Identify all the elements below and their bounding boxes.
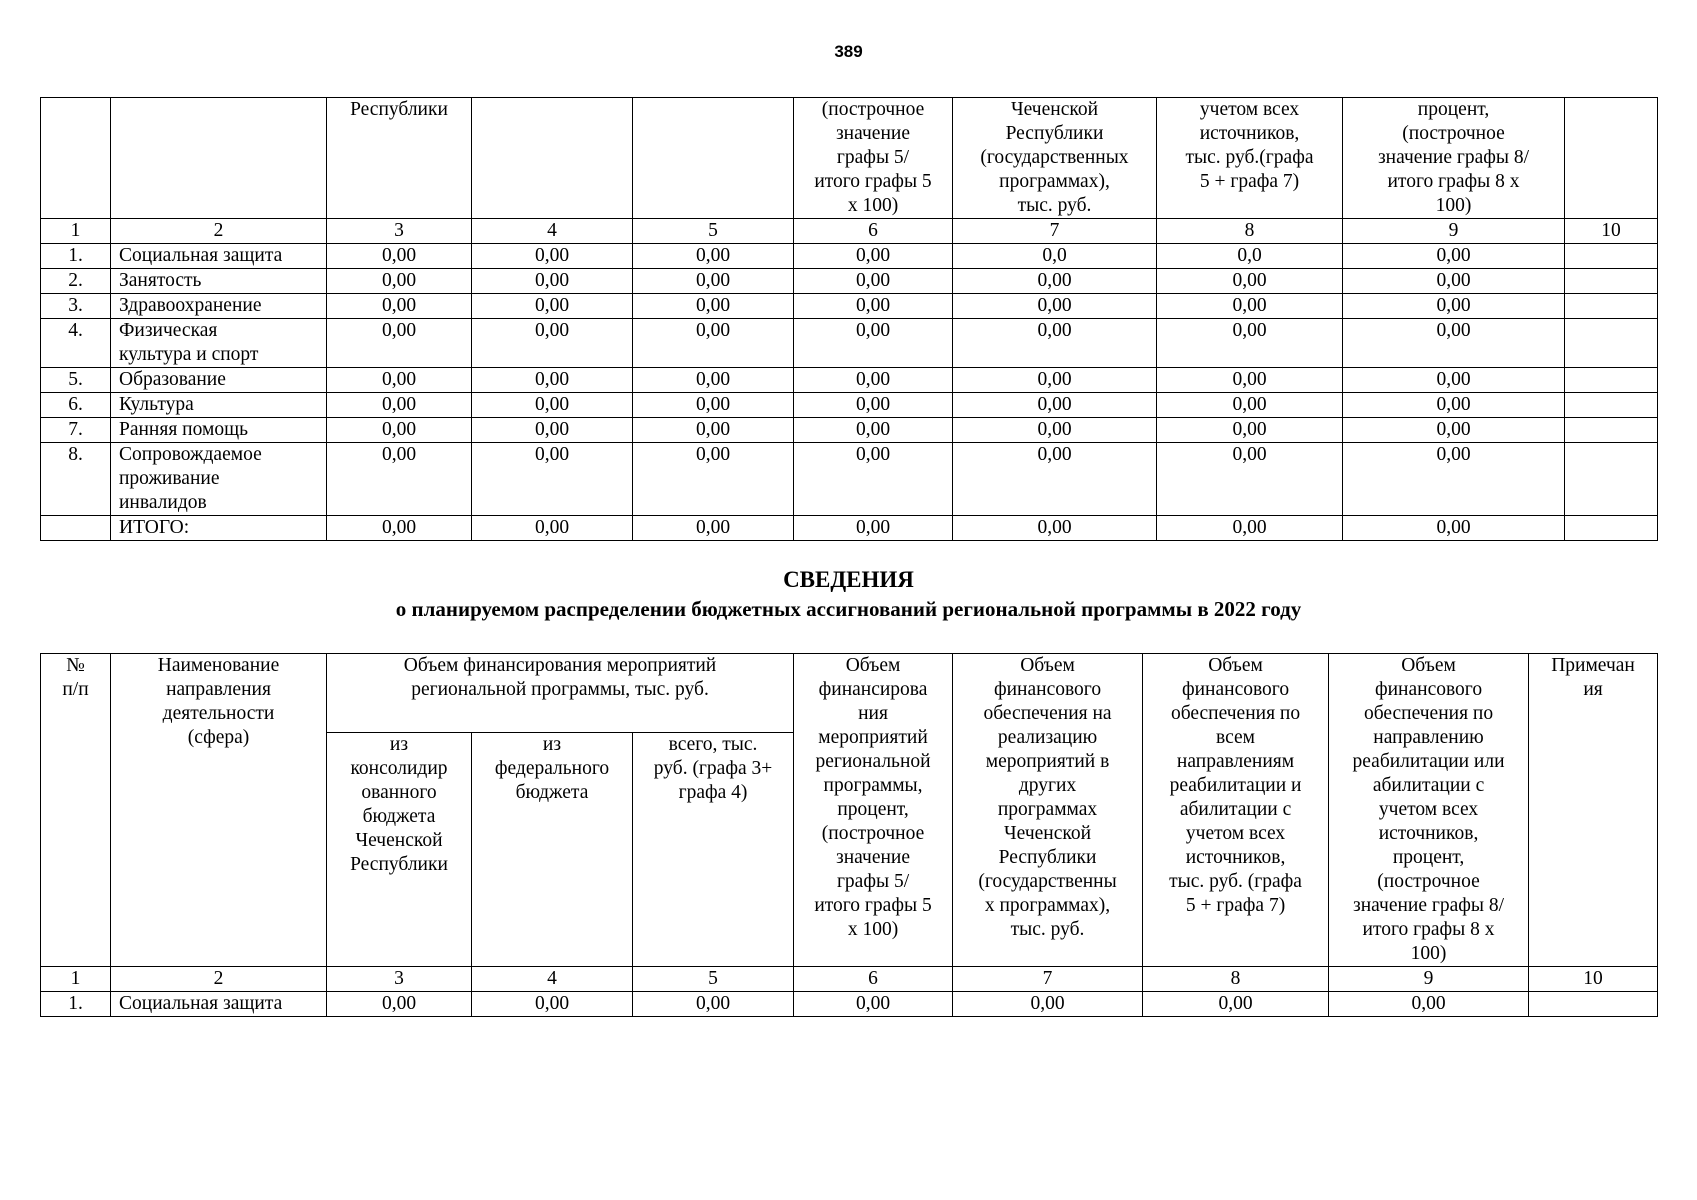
value-cell: 0,00 bbox=[1343, 368, 1565, 393]
value-cell: 0,00 bbox=[472, 393, 633, 418]
t2-header-c9 bbox=[1329, 654, 1529, 967]
column-number: 1 bbox=[41, 967, 111, 992]
cell-line: источников, bbox=[1199, 123, 1300, 144]
column-number: 9 bbox=[1343, 219, 1565, 244]
value-cell: 0,00 bbox=[794, 393, 953, 418]
cell-line: обеспечения на bbox=[983, 703, 1112, 724]
cell-line: итого графы 8 х bbox=[1387, 171, 1520, 192]
cell-line: реабилитации или bbox=[1352, 751, 1505, 772]
t2-header-number bbox=[41, 654, 111, 967]
cell-line: тыс. руб. bbox=[1017, 195, 1092, 216]
cell-line: Здравоохранение bbox=[119, 295, 262, 316]
section-subtitle: о планируемом распределении бюджетных ассигнований региональной программы в 2022 году bbox=[395, 597, 1302, 621]
value-cell: 0,00 bbox=[1157, 516, 1343, 541]
table-row bbox=[41, 368, 1658, 393]
cell-line: (сфера) bbox=[187, 727, 250, 748]
cell-line: Чеченской bbox=[355, 830, 443, 852]
table-row bbox=[41, 294, 1658, 319]
cell-line: Образование bbox=[119, 369, 226, 390]
value-cell: 0,00 bbox=[1157, 368, 1343, 393]
column-number: 8 bbox=[1143, 967, 1329, 992]
value-cell: 0,00 bbox=[794, 319, 953, 368]
cell-line: х 100) bbox=[847, 919, 899, 940]
value-cell: 0,00 bbox=[953, 393, 1157, 418]
value-cell: 0,00 bbox=[327, 516, 472, 541]
column-number: 4 bbox=[472, 219, 633, 244]
table-row bbox=[41, 992, 1658, 1017]
cell-line: абилитации с bbox=[1179, 799, 1292, 820]
t2-header-c7 bbox=[953, 654, 1143, 967]
table-row bbox=[41, 393, 1658, 418]
cell-line: процент, bbox=[1392, 847, 1465, 868]
cell-line: 5 + графа 7) bbox=[1199, 171, 1300, 192]
cell-line: Занятость bbox=[119, 270, 202, 291]
cell-line: 100) bbox=[1410, 943, 1447, 964]
note-cell bbox=[1565, 244, 1658, 269]
t1-header-c1 bbox=[41, 98, 111, 219]
row-name bbox=[111, 393, 327, 418]
t1-header-c3 bbox=[327, 98, 472, 219]
value-cell: 0,00 bbox=[1143, 992, 1329, 1017]
cell-line: региональной bbox=[815, 751, 931, 772]
column-number: 3 bbox=[327, 219, 472, 244]
table1-header-row bbox=[41, 98, 1658, 219]
column-number: 5 bbox=[633, 219, 794, 244]
row-number: 7. bbox=[41, 418, 111, 443]
cell-line: тыс. руб.(графа bbox=[1185, 147, 1314, 168]
column-number: 5 bbox=[633, 967, 794, 992]
value-cell: 0,00 bbox=[1157, 294, 1343, 319]
value-cell: 0,00 bbox=[472, 992, 633, 1017]
value-cell: 0,00 bbox=[953, 319, 1157, 368]
value-cell: 0,00 bbox=[327, 418, 472, 443]
row-name bbox=[111, 294, 327, 319]
column-number: 3 bbox=[327, 967, 472, 992]
value-cell: 0,00 bbox=[633, 269, 794, 294]
table2-header-row-1 bbox=[41, 654, 1658, 733]
value-cell: 0,00 bbox=[1157, 269, 1343, 294]
value-cell: 0,00 bbox=[953, 516, 1157, 541]
cell-line: учетом всех bbox=[1199, 99, 1300, 120]
cell-line: проживание bbox=[119, 468, 220, 489]
t1-header-c4 bbox=[472, 98, 633, 219]
value-cell: 0,00 bbox=[633, 294, 794, 319]
row-number: 1. bbox=[41, 244, 111, 269]
value-cell: 0,00 bbox=[1157, 393, 1343, 418]
value-cell: 0,00 bbox=[327, 992, 472, 1017]
cell-line: Социальная защита bbox=[119, 993, 283, 1014]
cell-line: Объем bbox=[1020, 655, 1075, 676]
column-number: 7 bbox=[953, 219, 1157, 244]
cell-line: ованного bbox=[361, 782, 437, 804]
row-name bbox=[111, 516, 327, 541]
cell-line: мероприятий bbox=[818, 727, 928, 748]
value-cell: 0,00 bbox=[794, 992, 953, 1017]
row-number: 6. bbox=[41, 393, 111, 418]
cell-line: финансового bbox=[1181, 679, 1290, 700]
cell-line: всем bbox=[1216, 727, 1256, 748]
row-name bbox=[111, 319, 327, 368]
budget-table-2022 bbox=[40, 653, 1658, 1017]
column-number-row bbox=[41, 967, 1658, 992]
column-number: 6 bbox=[794, 967, 953, 992]
cell-line: (государственных bbox=[980, 147, 1129, 168]
value-cell: 0,00 bbox=[794, 244, 953, 269]
value-cell: 0,00 bbox=[953, 269, 1157, 294]
table-row bbox=[41, 418, 1658, 443]
value-cell: 0,00 bbox=[633, 244, 794, 269]
value-cell: 0,00 bbox=[327, 393, 472, 418]
cell-line: Республики bbox=[350, 99, 448, 120]
budget-table-continued bbox=[40, 97, 1658, 541]
column-number: 1 bbox=[41, 219, 111, 244]
t2-header-c6 bbox=[794, 654, 953, 967]
value-cell: 0,00 bbox=[1343, 269, 1565, 294]
value-cell: 0,00 bbox=[794, 294, 953, 319]
column-number-row bbox=[41, 219, 1658, 244]
value-cell: 0,00 bbox=[633, 418, 794, 443]
cell-line: (построчное bbox=[821, 823, 925, 844]
cell-line: реализацию bbox=[997, 727, 1098, 748]
cell-line: источников, bbox=[1378, 823, 1479, 844]
t1-header-c9 bbox=[1343, 98, 1565, 219]
value-cell: 0,00 bbox=[327, 443, 472, 516]
column-number: 4 bbox=[472, 967, 633, 992]
cell-line: культура и спорт bbox=[119, 344, 259, 365]
cell-line: ИТОГО: bbox=[119, 517, 190, 538]
column-number: 8 bbox=[1157, 219, 1343, 244]
cell-line: Объем финансирования мероприятий bbox=[403, 655, 717, 676]
note-cell bbox=[1565, 516, 1658, 541]
note-cell bbox=[1565, 269, 1658, 294]
column-number: 10 bbox=[1529, 967, 1658, 992]
row-name bbox=[111, 368, 327, 393]
cell-line: из bbox=[389, 734, 409, 756]
cell-line: финансового bbox=[993, 679, 1102, 700]
value-cell: 0,00 bbox=[472, 319, 633, 368]
cell-line: значение графы 8/ bbox=[1377, 147, 1530, 168]
cell-line: мероприятий в bbox=[985, 751, 1110, 772]
cell-line: учетом всех bbox=[1185, 823, 1286, 844]
cell-line: финансового bbox=[1374, 679, 1483, 700]
t2-header-c3 bbox=[327, 733, 472, 967]
cell-line: (государственны bbox=[978, 871, 1117, 892]
value-cell: 0,00 bbox=[794, 516, 953, 541]
cell-line: графа 4) bbox=[678, 782, 748, 804]
value-cell: 0,0 bbox=[953, 244, 1157, 269]
value-cell: 0,00 bbox=[327, 368, 472, 393]
cell-line: Наименование bbox=[157, 655, 280, 676]
value-cell: 0,00 bbox=[1343, 516, 1565, 541]
cell-line: № bbox=[66, 655, 85, 676]
cell-line: деятельности bbox=[162, 703, 275, 724]
value-cell: 0,00 bbox=[472, 443, 633, 516]
cell-line: всего, тыс. bbox=[668, 734, 758, 756]
value-cell: 0,00 bbox=[633, 992, 794, 1017]
value-cell: 0,00 bbox=[472, 244, 633, 269]
value-cell: 0,0 bbox=[1157, 244, 1343, 269]
row-name bbox=[111, 269, 327, 294]
cell-line: Республики bbox=[998, 847, 1097, 868]
value-cell: 0,00 bbox=[1343, 244, 1565, 269]
note-cell bbox=[1565, 294, 1658, 319]
cell-line: Объем bbox=[845, 655, 901, 676]
value-cell: 0,00 bbox=[472, 516, 633, 541]
t1-header-c8 bbox=[1157, 98, 1343, 219]
value-cell: 0,00 bbox=[633, 319, 794, 368]
row-name bbox=[111, 244, 327, 269]
cell-line: руб. (графа 3+ bbox=[653, 758, 773, 780]
value-cell: 0,00 bbox=[953, 992, 1143, 1017]
cell-line: Социальная защита bbox=[119, 245, 283, 266]
cell-line: инвалидов bbox=[119, 492, 207, 513]
value-cell: 0,00 bbox=[633, 443, 794, 516]
cell-line: направлениям bbox=[1176, 751, 1295, 772]
t2-header-financing-group bbox=[327, 654, 794, 733]
cell-line: Чеченской bbox=[1003, 823, 1092, 844]
cell-line: Культура bbox=[119, 394, 194, 415]
cell-line: программы, bbox=[823, 775, 923, 796]
row-number: 1. bbox=[41, 992, 111, 1017]
value-cell: 0,00 bbox=[472, 269, 633, 294]
value-cell: 0,00 bbox=[1157, 418, 1343, 443]
value-cell: 0,00 bbox=[633, 516, 794, 541]
t1-header-c7 bbox=[953, 98, 1157, 219]
cell-line: Сопровождаемое bbox=[119, 444, 262, 465]
cell-line: ия bbox=[1583, 679, 1603, 700]
cell-line: ния bbox=[858, 703, 888, 724]
table-row bbox=[41, 319, 1658, 368]
note-cell bbox=[1565, 319, 1658, 368]
note-cell bbox=[1565, 443, 1658, 516]
value-cell: 0,00 bbox=[1343, 393, 1565, 418]
column-number: 7 bbox=[953, 967, 1143, 992]
value-cell: 0,00 bbox=[953, 443, 1157, 516]
cell-line: итого графы 5 bbox=[814, 171, 932, 192]
value-cell: 0,00 bbox=[472, 418, 633, 443]
value-cell: 0,00 bbox=[633, 393, 794, 418]
row-number: 4. bbox=[41, 319, 111, 368]
section-title: СВЕДЕНИЯ bbox=[783, 567, 914, 592]
cell-line: Объем bbox=[1401, 655, 1456, 676]
value-cell: 0,00 bbox=[1157, 319, 1343, 368]
cell-line: итого графы 5 bbox=[814, 895, 932, 916]
cell-line: (построчное bbox=[1377, 871, 1480, 892]
cell-line: графы 5/ bbox=[836, 871, 910, 892]
cell-line: программах), bbox=[999, 171, 1110, 192]
row-number: 5. bbox=[41, 368, 111, 393]
cell-line: реабилитации и bbox=[1169, 775, 1302, 796]
cell-line: х программах), bbox=[984, 895, 1111, 916]
row-number bbox=[41, 516, 111, 541]
value-cell: 0,00 bbox=[1343, 443, 1565, 516]
cell-line: графы 5/ bbox=[836, 147, 910, 168]
note-cell bbox=[1565, 418, 1658, 443]
cell-line: тыс. руб. bbox=[1010, 919, 1085, 940]
column-number: 9 bbox=[1329, 967, 1529, 992]
cell-line: 100) bbox=[1435, 195, 1472, 216]
row-number: 2. bbox=[41, 269, 111, 294]
cell-line: п/п bbox=[62, 679, 89, 700]
cell-line: Чеченской bbox=[1010, 99, 1099, 120]
row-name bbox=[111, 443, 327, 516]
value-cell: 0,00 bbox=[953, 294, 1157, 319]
cell-line: обеспечения по bbox=[1363, 703, 1494, 724]
cell-line: Объем bbox=[1208, 655, 1263, 676]
cell-line: учетом всех bbox=[1378, 799, 1479, 820]
cell-line: процент, bbox=[1417, 99, 1490, 120]
t2-header-c5 bbox=[633, 733, 794, 967]
value-cell: 0,00 bbox=[633, 368, 794, 393]
cell-line: федерального bbox=[494, 758, 610, 780]
cell-line: х 100) bbox=[847, 195, 899, 216]
cell-line: источников, bbox=[1185, 847, 1286, 868]
column-number: 10 bbox=[1565, 219, 1658, 244]
table-row bbox=[41, 443, 1658, 516]
value-cell: 0,00 bbox=[1157, 443, 1343, 516]
value-cell: 0,00 bbox=[794, 418, 953, 443]
t1-header-c2 bbox=[111, 98, 327, 219]
cell-line: Примечан bbox=[1551, 655, 1635, 676]
cell-line: Республики bbox=[350, 854, 448, 876]
table-row bbox=[41, 269, 1658, 294]
cell-line: Физическая bbox=[119, 320, 218, 341]
column-number: 2 bbox=[111, 967, 327, 992]
cell-line: значение bbox=[836, 847, 911, 868]
t2-header-c4 bbox=[472, 733, 633, 967]
t1-header-c5 bbox=[633, 98, 794, 219]
t1-header-c6 bbox=[794, 98, 953, 219]
value-cell: 0,00 bbox=[472, 294, 633, 319]
value-cell: 0,00 bbox=[1343, 418, 1565, 443]
cell-line: Республики bbox=[1005, 123, 1104, 144]
cell-line: итого графы 8 х bbox=[1362, 919, 1495, 940]
cell-line: (построчное bbox=[1402, 123, 1505, 144]
cell-line: обеспечения по bbox=[1170, 703, 1301, 724]
value-cell: 0,00 bbox=[1343, 319, 1565, 368]
cell-line: значение bbox=[835, 123, 910, 144]
cell-line: финансирова bbox=[818, 679, 928, 700]
cell-line: Ранняя помощь bbox=[119, 419, 248, 440]
note-cell bbox=[1529, 992, 1658, 1017]
row-number: 8. bbox=[41, 443, 111, 516]
page-number: 389 bbox=[834, 42, 863, 61]
t1-header-c10 bbox=[1565, 98, 1658, 219]
value-cell: 0,00 bbox=[794, 368, 953, 393]
value-cell: 0,00 bbox=[1343, 294, 1565, 319]
value-cell: 0,00 bbox=[327, 244, 472, 269]
value-cell: 0,00 bbox=[953, 418, 1157, 443]
cell-line: бюджета bbox=[362, 806, 436, 828]
value-cell: 0,00 bbox=[794, 269, 953, 294]
table-row bbox=[41, 244, 1658, 269]
value-cell: 0,00 bbox=[472, 368, 633, 393]
note-cell bbox=[1565, 393, 1658, 418]
row-name bbox=[111, 992, 327, 1017]
cell-line: из bbox=[542, 734, 562, 756]
column-number: 2 bbox=[111, 219, 327, 244]
t2-header-direction bbox=[111, 654, 327, 967]
value-cell: 0,00 bbox=[327, 294, 472, 319]
cell-line: (построчное bbox=[821, 99, 925, 120]
cell-line: значение графы 8/ bbox=[1353, 895, 1505, 916]
value-cell: 0,00 bbox=[327, 319, 472, 368]
row-number: 3. bbox=[41, 294, 111, 319]
table-row bbox=[41, 516, 1658, 541]
cell-line: других bbox=[1018, 775, 1077, 796]
cell-line: бюджета bbox=[515, 782, 589, 804]
column-number: 6 bbox=[794, 219, 953, 244]
cell-line: тыс. руб. (графа bbox=[1169, 871, 1302, 892]
cell-line: региональной программы, тыс. руб. bbox=[411, 679, 709, 700]
value-cell: 0,00 bbox=[1329, 992, 1529, 1017]
cell-line: консолидир bbox=[350, 758, 448, 780]
cell-line: процент, bbox=[837, 799, 909, 820]
row-name bbox=[111, 418, 327, 443]
t2-header-c8 bbox=[1143, 654, 1329, 967]
cell-line: 5 + графа 7) bbox=[1185, 895, 1286, 916]
value-cell: 0,00 bbox=[953, 368, 1157, 393]
cell-line: направления bbox=[166, 679, 271, 700]
cell-line: направлению bbox=[1373, 727, 1484, 748]
note-cell bbox=[1565, 368, 1658, 393]
value-cell: 0,00 bbox=[794, 443, 953, 516]
cell-line: абилитации с bbox=[1372, 775, 1485, 796]
value-cell: 0,00 bbox=[327, 269, 472, 294]
t2-header-note bbox=[1529, 654, 1658, 967]
cell-line: программах bbox=[997, 799, 1098, 820]
